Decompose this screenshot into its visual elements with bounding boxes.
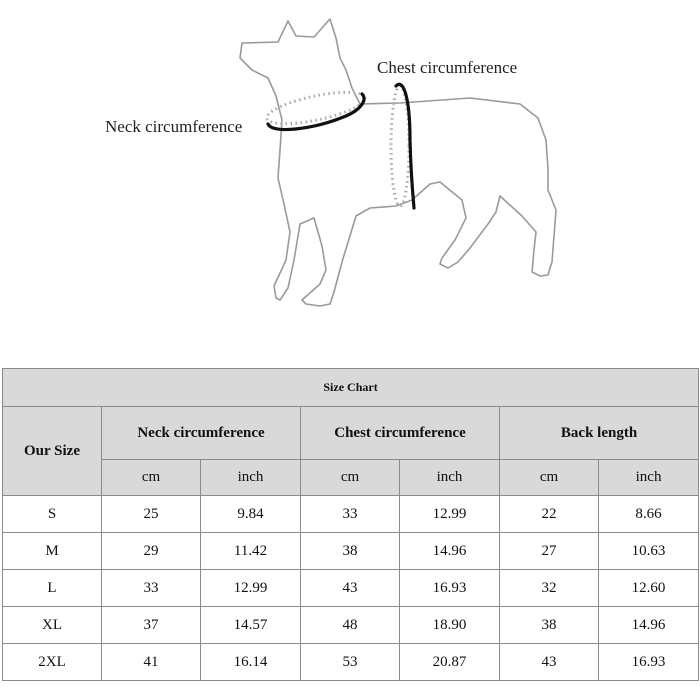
unit-cell: cm xyxy=(102,460,201,496)
value-cell: 11.42 xyxy=(201,533,301,570)
value-cell: 27 xyxy=(500,533,599,570)
value-cell: 8.66 xyxy=(599,496,699,533)
value-cell: 14.96 xyxy=(599,607,699,644)
value-cell: 33 xyxy=(301,496,400,533)
value-cell: 38 xyxy=(301,533,400,570)
value-cell: 32 xyxy=(500,570,599,607)
size-chart-table xyxy=(2,368,699,681)
unit-cell: inch xyxy=(400,460,500,496)
value-cell: 14.57 xyxy=(201,607,301,644)
value-cell: 20.87 xyxy=(400,644,500,681)
value-cell: 41 xyxy=(102,644,201,681)
value-cell: 29 xyxy=(102,533,201,570)
table-row xyxy=(3,607,699,644)
back-length-header: Back length xyxy=(500,407,699,460)
size-cell: M xyxy=(3,533,102,570)
value-cell: 53 xyxy=(301,644,400,681)
neck-header: Neck circumference xyxy=(102,407,301,460)
neck-circumference-label: Neck circumference xyxy=(105,117,243,136)
value-cell: 38 xyxy=(500,607,599,644)
value-cell: 43 xyxy=(301,570,400,607)
unit-cell: cm xyxy=(301,460,400,496)
table-unit-row xyxy=(3,460,699,496)
value-cell: 12.99 xyxy=(201,570,301,607)
value-cell: 10.63 xyxy=(599,533,699,570)
value-cell: 14.96 xyxy=(400,533,500,570)
value-cell: 33 xyxy=(102,570,201,607)
size-chart-title: Size Chart xyxy=(3,369,699,407)
value-cell: 43 xyxy=(500,644,599,681)
size-cell: XL xyxy=(3,607,102,644)
value-cell: 12.99 xyxy=(400,496,500,533)
table-row xyxy=(3,644,699,681)
table-row xyxy=(3,496,699,533)
value-cell: 37 xyxy=(102,607,201,644)
value-cell: 9.84 xyxy=(201,496,301,533)
unit-cell: inch xyxy=(201,460,301,496)
chest-header: Chest circumference xyxy=(301,407,500,460)
table-row xyxy=(3,570,699,607)
table-title-row xyxy=(3,369,699,407)
table-row xyxy=(3,533,699,570)
our-size-header: Our Size xyxy=(3,407,102,496)
value-cell: 25 xyxy=(102,496,201,533)
value-cell: 48 xyxy=(301,607,400,644)
value-cell: 16.93 xyxy=(400,570,500,607)
unit-cell: inch xyxy=(599,460,699,496)
value-cell: 18.90 xyxy=(400,607,500,644)
chest-circumference-label: Chest circumference xyxy=(377,58,518,77)
size-cell: L xyxy=(3,570,102,607)
measurement-figure xyxy=(0,0,700,330)
value-cell: 12.60 xyxy=(599,570,699,607)
size-cell: 2XL xyxy=(3,644,102,681)
table-header-row xyxy=(3,407,699,460)
dog-silhouette-icon xyxy=(0,0,700,330)
value-cell: 16.14 xyxy=(201,644,301,681)
size-cell: S xyxy=(3,496,102,533)
value-cell: 16.93 xyxy=(599,644,699,681)
neck-band xyxy=(265,86,368,130)
unit-cell: cm xyxy=(500,460,599,496)
value-cell: 22 xyxy=(500,496,599,533)
